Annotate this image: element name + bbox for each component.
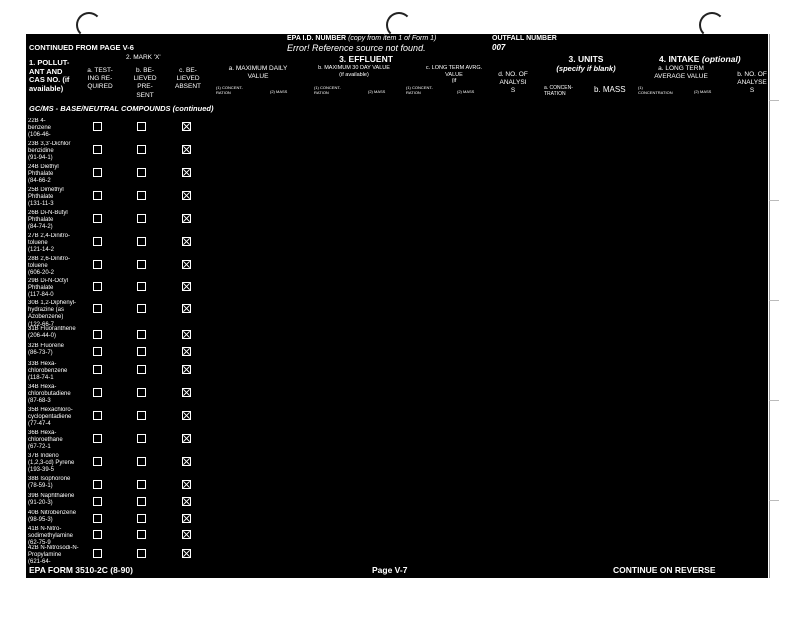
sub-mass-a: (2) MASS [270,89,288,94]
margin-tick [769,200,779,201]
form-page [26,34,768,578]
epa-id-label: EPA I.D. NUMBER (copy from item 1 of Form 1) [287,35,437,42]
right-margin-line [769,34,770,578]
col-effluent-title: 3. EFFLUENT [339,54,393,64]
margin-tick [769,500,779,501]
believed-present-checkbox[interactable] [137,347,146,356]
believed-absent-checkbox[interactable] [182,191,191,200]
pollutant-label: 24B Diethyl Phthalate (84-66-2 [28,164,59,185]
col-testing-required: a. TEST- ING RE- QUIRED [87,67,113,91]
testing-required-checkbox[interactable] [93,530,102,539]
believed-present-checkbox[interactable] [137,282,146,291]
form-number: EPA FORM 3510-2C (8-90) [29,565,133,575]
table-row [26,141,226,161]
testing-required-checkbox[interactable] [93,497,102,506]
col-units-conc: a. CONCEN- TRATION [544,85,573,97]
col-intake-avg: a. LONG TERM AVERAGE VALUE [654,65,708,80]
believed-present-checkbox[interactable] [137,237,146,246]
pollutant-label: 27B 2,4-Dinitro- toluene (121-14-2 [28,233,71,254]
col-units-title: 3. UNITS [568,54,604,64]
pollutant-label: 35B Hexachloro- cyclopentadiene (77-47-4 [28,407,73,428]
believed-absent-checkbox[interactable] [182,411,191,420]
testing-required-checkbox[interactable] [93,347,102,356]
testing-required-checkbox[interactable] [93,388,102,397]
pollutant-label: 36B Hexa- chloroethane (67-72-1 [28,430,63,451]
col-max-daily: a. MAXIMUM DAILY VALUE [228,65,288,80]
testing-required-checkbox[interactable] [93,304,102,313]
col-long-term-avg: c. LONG TERM AVRG. VALUE (if [425,65,483,84]
col-intake-mass: (2) MASS [694,89,712,94]
col-believed-present: b. BE- LIEVED PRE- SENT [133,67,157,99]
believed-present-checkbox[interactable] [137,434,146,443]
table-row [26,430,226,450]
table-row [26,545,226,565]
believed-present-checkbox[interactable] [137,480,146,489]
margin-tick [769,300,779,301]
col-intake-conc: (1) CONCENTRATION [638,85,673,95]
testing-required-checkbox[interactable] [93,480,102,489]
col-no-analyses: d. NO. OF ANALYSI S [498,71,528,94]
table-row [26,384,226,404]
believed-absent-checkbox[interactable] [182,549,191,558]
pollutant-label: 26B Di-N-Butyl Phthalate (84-74-2) [28,210,68,231]
margin-tick [769,400,779,401]
sub-conc-c: (1) CONCENT- RATION [406,85,433,95]
believed-present-checkbox[interactable] [137,411,146,420]
believed-present-checkbox[interactable] [137,549,146,558]
col-intake-analyses: b. NO. OF ANALYSE S [737,71,767,94]
continue-on-reverse: CONTINUE ON REVERSE [613,565,716,575]
pollutant-label: 22B 4- benzene (106-46- [28,118,52,139]
believed-absent-checkbox[interactable] [182,122,191,131]
table-row [26,343,226,363]
testing-required-checkbox[interactable] [93,237,102,246]
believed-absent-checkbox[interactable] [182,304,191,313]
pollutant-label: 28B 2,6-Dinitro- toluene (606-20-2 [28,256,71,277]
table-row [26,453,226,473]
pollutant-label: 33B Hexa- chlorobenzene (118-74-1 [28,361,68,382]
believed-present-checkbox[interactable] [137,514,146,523]
pollutant-label: 29B Di-N-Octyl Phthalate (117-84-0 [28,278,69,299]
believed-present-checkbox[interactable] [137,388,146,397]
pollutant-label: 42B N-Nitrosodi-N- Propylamine (621-64- [28,545,79,566]
table-row [26,407,226,427]
believed-absent-checkbox[interactable] [182,388,191,397]
believed-present-checkbox[interactable] [137,145,146,154]
table-row [26,210,226,230]
testing-required-checkbox[interactable] [93,411,102,420]
testing-required-checkbox[interactable] [93,514,102,523]
believed-absent-checkbox[interactable] [182,530,191,539]
pollutant-label: 41B N-Nitro- sodimethylamine (62-75-9 [28,526,74,547]
outfall-label: OUTFALL NUMBER [492,35,557,42]
sub-conc-b: (1) CONCENT- RATION [314,85,341,95]
believed-absent-checkbox[interactable] [182,237,191,246]
believed-present-checkbox[interactable] [137,191,146,200]
believed-absent-checkbox[interactable] [182,330,191,339]
testing-required-checkbox[interactable] [93,282,102,291]
page-number: Page V-7 [372,565,408,575]
continued-from: CONTINUED FROM PAGE V-6 [29,43,134,52]
believed-absent-checkbox[interactable] [182,145,191,154]
believed-absent-checkbox[interactable] [182,480,191,489]
col-max-30day: b. MAXIMUM 30 DAY VALUE (if available) [318,65,390,78]
believed-present-checkbox[interactable] [137,122,146,131]
table-row [26,278,226,298]
believed-absent-checkbox[interactable] [182,260,191,269]
testing-required-checkbox[interactable] [93,191,102,200]
col-units-note: (specify if blank) [556,64,616,73]
believed-present-checkbox[interactable] [137,304,146,313]
section-title: GC/MS - BASE/NEUTRAL COMPOUNDS (continued) [29,104,214,113]
testing-required-checkbox[interactable] [93,145,102,154]
testing-required-checkbox[interactable] [93,214,102,223]
testing-required-checkbox[interactable] [93,122,102,131]
table-row [26,118,226,138]
pollutant-label: 30B 1,2-Diphenyl- hydrazine (as Azobenzene) (122-66-7 [28,300,77,328]
pollutant-label: 23B 3,3'-Dichlor benzidine (91-94-1) [28,141,71,162]
col-intake-title: 4. INTAKE (optional) [659,54,741,64]
testing-required-checkbox[interactable] [93,457,102,466]
believed-present-checkbox[interactable] [137,530,146,539]
sub-conc-a: (1) CONCENT- RATION [216,85,243,95]
pollutant-label: 25B Dimethyl Phthalate (131-11-3 [28,187,64,208]
col-pollutant: 1. POLLUT- ANT AND CAS NO. (if available) [29,58,70,93]
table-row [26,233,226,253]
outfall-value: 007 [492,43,506,52]
believed-present-checkbox[interactable] [137,365,146,374]
believed-absent-checkbox[interactable] [182,497,191,506]
pollutant-label: 38B Isophorone (78-59-1) [28,476,71,490]
sub-mass-c: (2) MASS [457,89,475,94]
col-units-mass: b. MASS [594,85,626,94]
believed-present-checkbox[interactable] [137,168,146,177]
col-mark-title: 2. MARK 'X' [126,54,161,61]
pollutant-label: 32B Fluorene (86-73-7) [28,343,65,357]
pollutant-label: 31B Fluoranthene (206-44-0) [28,326,76,340]
testing-required-checkbox[interactable] [93,330,102,339]
table-row [26,300,226,328]
table-row [26,164,226,184]
col-believed-absent: c. BE- LIEVED ABSENT [174,67,201,91]
testing-required-checkbox[interactable] [93,365,102,374]
table-row [26,256,226,276]
pollutant-label: 37B Indeno (1,2,3-cd) Pyrene (193-39-5 [28,453,75,474]
believed-present-checkbox[interactable] [137,214,146,223]
believed-absent-checkbox[interactable] [182,347,191,356]
believed-present-checkbox[interactable] [137,260,146,269]
margin-tick [769,100,779,101]
believed-absent-checkbox[interactable] [182,168,191,177]
believed-absent-checkbox[interactable] [182,214,191,223]
epa-id-value: Error! Reference source not found. [287,43,426,53]
table-row [26,361,226,381]
pollutant-label: 39B Naphthalene (91-20-3) [28,493,75,507]
believed-absent-checkbox[interactable] [182,282,191,291]
pollutant-label: 34B Hexa- chlorobutadiene (87-68-3 [28,384,71,405]
believed-absent-checkbox[interactable] [182,434,191,443]
table-row [26,187,226,207]
believed-present-checkbox[interactable] [137,497,146,506]
believed-absent-checkbox[interactable] [182,457,191,466]
table-row [26,526,226,546]
sub-mass-b: (2) MASS [368,89,386,94]
testing-required-checkbox[interactable] [93,168,102,177]
believed-present-checkbox[interactable] [137,330,146,339]
testing-required-checkbox[interactable] [93,434,102,443]
testing-required-checkbox[interactable] [93,549,102,558]
believed-absent-checkbox[interactable] [182,514,191,523]
believed-absent-checkbox[interactable] [182,365,191,374]
believed-present-checkbox[interactable] [137,457,146,466]
testing-required-checkbox[interactable] [93,260,102,269]
pollutant-label: 40B Nitrobenzene (98-95-3) [28,510,77,524]
